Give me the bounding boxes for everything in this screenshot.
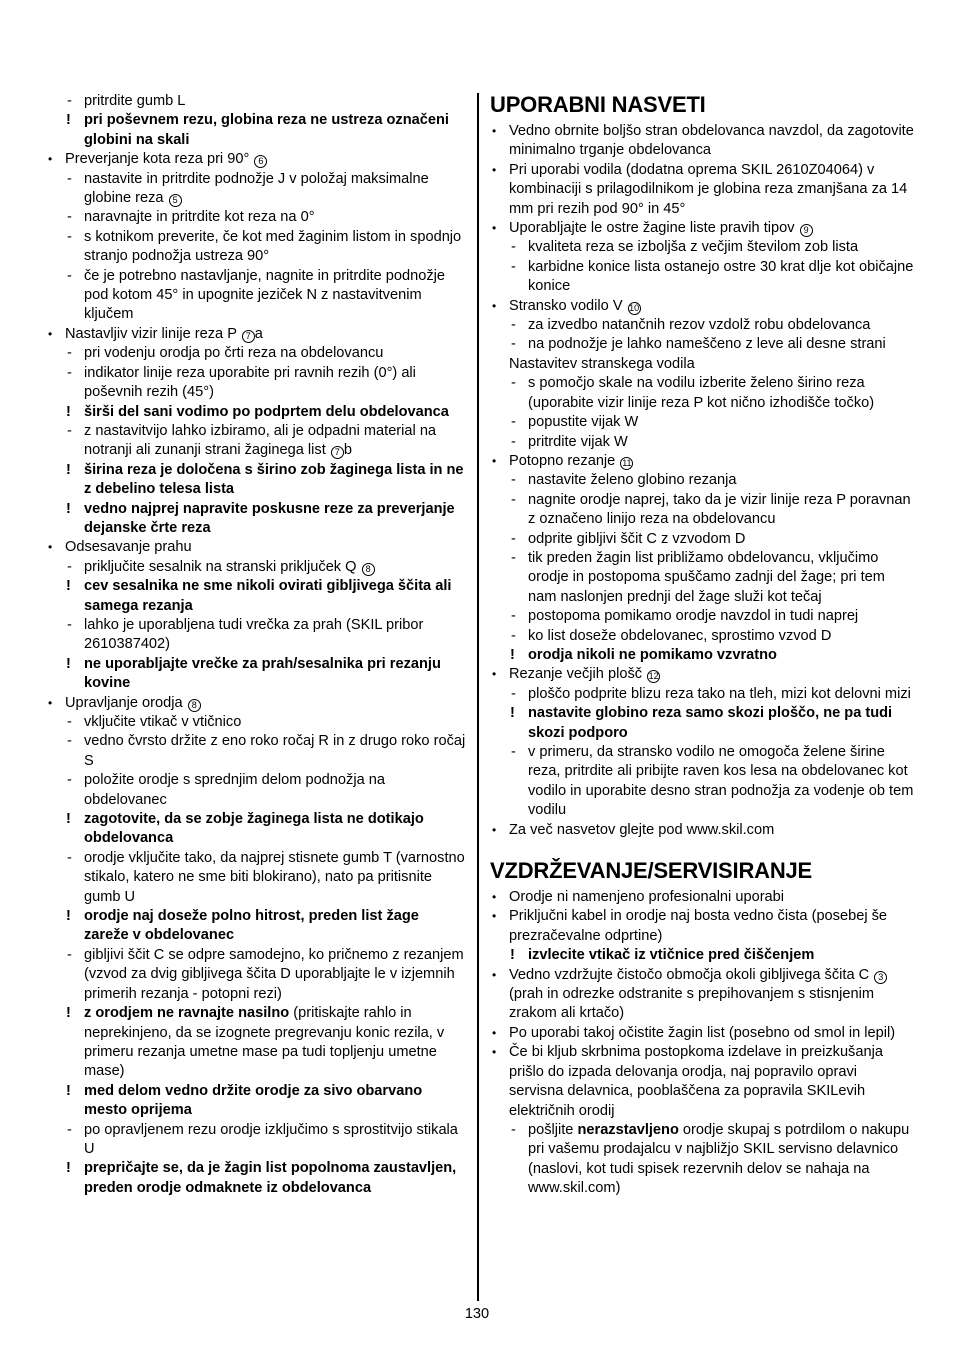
dash-marker: - — [67, 714, 72, 730]
dash-marker: - — [511, 258, 516, 275]
bullet-marker: • — [48, 152, 53, 167]
dash-marker: - — [67, 422, 72, 439]
list-item — [490, 219, 914, 238]
dash-marker: - — [67, 1121, 72, 1138]
bullet-marker: • — [492, 453, 497, 468]
item-text: položite orodje s sprednjim delom podnožja na obdelovanec — [84, 772, 385, 808]
item-text: Orodje ni namenjeno profesionalni uporabi — [509, 889, 785, 906]
sub-list-item — [490, 316, 914, 335]
item-text: (pritiskajte rahlo in neprekinjeno, da se izognete pregrevanju konic rezila, v primeru rezanja umetne mase pa tudi topljenju umetne mase) — [84, 1005, 445, 1080]
dash-marker: - — [67, 733, 72, 750]
warning-text: orodje naj doseže polno hitrost, preden list žage zareže v obdelovanec — [84, 908, 419, 944]
item-text: gibljivi ščit C se odpre samodejno, ko pričnemo z rezanjem (vzvod za dvig gibljivega ščita D uporabljajte le v izjemnih primerih rezanja - potopni rezi) — [84, 946, 464, 1002]
warning-text: širši del sani vodimo po podprtem delu obdelovanca — [84, 403, 449, 420]
list-item — [490, 1043, 914, 1121]
sub-list-item — [46, 616, 466, 655]
list-item — [490, 161, 914, 219]
sub-list-item — [46, 732, 466, 771]
item-text: s pomočjo skale na vodilu izberite želeno širino reza (uporabite vizir linije reza P kot nično izhodišče točko) — [528, 375, 875, 411]
item-text: karbidne konice lista ostanejo ostre 30 krat dlje kot običajne konice — [528, 258, 914, 295]
dash-marker: - — [511, 744, 516, 760]
warning-item — [490, 646, 914, 665]
warning-text: med delom vedno držite orodje za sivo obarvano mesto oprijema — [84, 1082, 423, 1119]
warning-text: širina reza je določena s širino zob žaginega lista in ne z debelino telesa lista — [84, 461, 464, 498]
item-text: tik preden žagin list približamo obdelovancu, vključimo orodje in postopoma spuščamo zadnji del žage; pri tem nam naslonjen prednji del žage služi kot tečaj — [528, 549, 885, 605]
sub-list-item — [46, 946, 466, 1004]
item-text: vedno čvrsto držite z eno roko ročaj R in z drugo roko ročaj S — [84, 733, 466, 769]
warning-icon: ! — [510, 705, 515, 722]
dash-marker: - — [511, 608, 516, 625]
item-text: za izvedbo natančnih rezov vzdolž robu obdelovanca — [528, 317, 871, 334]
sub-list-item — [46, 267, 466, 325]
item-text: odprite gibljivi ščit C z vzvodom D — [528, 530, 746, 547]
figure-reference-icon: 9 — [800, 224, 813, 237]
warning-item — [46, 1004, 466, 1082]
item-text: nastavite in pritrdite podnožje J v položaj maksimalne globine reza — [84, 170, 429, 207]
dash-marker: - — [511, 375, 516, 392]
list-item — [490, 665, 914, 684]
item-text: če je potrebno nastavljanje, nagnite in pritrdite podnožje pod kotom 45° in upognite jeziček N z nastavitvenim ključem — [84, 267, 446, 323]
warning-item — [46, 655, 466, 694]
sub-list-item — [46, 1121, 466, 1160]
item-text: Priključni kabel in orodje naj bosta vedno čista (posebej še prezračevalne odprtine) — [509, 908, 888, 944]
section-heading-tips: UPORABNI NASVETI — [490, 92, 706, 117]
list-item — [46, 325, 466, 344]
left-column — [46, 92, 466, 1198]
dash-marker: - — [67, 364, 72, 381]
list-item — [490, 122, 914, 161]
figure-reference-icon: 3 — [874, 971, 887, 984]
dash-marker: - — [511, 433, 516, 450]
warning-item — [46, 907, 466, 946]
section-heading-maintenance: VZDRŽEVANJE/SERVISIRANJE — [490, 858, 813, 884]
dash-marker: - — [67, 946, 72, 963]
sub-list-item — [46, 422, 466, 461]
bullet-marker: • — [492, 124, 497, 138]
warning-icon: ! — [66, 1005, 71, 1022]
list-item — [490, 821, 914, 840]
dash-marker: - — [67, 345, 72, 362]
warning-text: zagotovite, da se zobje žaginega lista ne dotikajo obdelovanca — [84, 811, 424, 847]
warning-item — [490, 704, 914, 743]
bullet-marker: • — [492, 162, 497, 177]
dash-marker: - — [67, 616, 72, 633]
emphasis-text: nerazstavljeno — [577, 1121, 679, 1138]
item-text: Če bi kljub skrbnima postopkoma izdelave in preizkušanja prišlo do izpada delovanja orodja, naj popravilo opravi servisna delavnica, pooblaščena za popravila SKILevih električnih orodij — [509, 1044, 883, 1119]
warning-text: pri poševnem rezu, globina reza ne ustreza označeni globini na skali — [84, 112, 449, 148]
item-text: Nastavitev stranskega vodila — [509, 355, 695, 372]
dash-marker: - — [511, 1121, 516, 1138]
item-text: Stransko vodilo V — [509, 297, 623, 314]
dash-marker: - — [67, 558, 72, 575]
bullet-marker: • — [492, 890, 497, 905]
sub-list-item — [490, 607, 914, 626]
dash-marker: - — [67, 772, 72, 789]
dash-marker: - — [511, 530, 516, 547]
figure-reference-icon: 10 — [629, 302, 640, 313]
warning-icon: ! — [66, 908, 71, 925]
figure-reference-icon: 7 — [331, 446, 344, 459]
figure-reference-icon: 11 — [622, 457, 632, 468]
warning-icon: ! — [66, 655, 71, 672]
sub-list-item — [490, 743, 914, 821]
list-item — [490, 907, 914, 946]
item-text: po opravljenem rezu orodje izključimo s sprostitvijo stikala U — [84, 1121, 458, 1157]
sub-list-item — [46, 771, 466, 810]
dash-marker: - — [511, 317, 516, 334]
item-text: Pri uporabi vodila (dodatna oprema SKIL 2610Z04064) v kombinaciji s prilagodilnikom je globina reza zmanjšana za 14 mm pri rezih pod 90° in 45° — [509, 161, 908, 217]
sub-list-item — [46, 208, 466, 227]
item-text: indikator linije reza uporabite pri ravnih rezih (0°) ali poševnih rezih (45°) — [84, 364, 416, 401]
bullet-marker: • — [492, 298, 497, 313]
dash-marker: - — [67, 267, 72, 284]
item-text: orodje vključite tako, da najprej stisnete gumb T (varnostno stikalo, katero ne sme biti blokirano), nato pa pritisnite gumb U — [84, 849, 465, 905]
warning-item — [46, 500, 466, 539]
sub-list-item — [490, 413, 914, 432]
item-text: Upravljanje orodja — [65, 694, 183, 711]
list-item — [46, 538, 466, 557]
sub-list-item — [490, 549, 914, 607]
warning-item — [46, 577, 466, 616]
item-text: kvaliteta reza se izboljša z večjim številom zob lista — [528, 239, 859, 256]
dash-marker: - — [67, 228, 72, 245]
dash-marker: - — [511, 627, 516, 644]
sub-list-item — [490, 433, 914, 452]
item-text: pošljite — [528, 1121, 578, 1138]
sub-list-item — [490, 258, 914, 297]
item-text: nagnite orodje naprej, tako da je vizir linije reza P poravnan z označeno linijo reza na obdelovancu — [528, 491, 911, 528]
item-text: Odsesavanje prahu — [65, 539, 192, 556]
dash-marker: - — [511, 239, 516, 256]
item-text: vključite vtikač v vtičnico — [84, 714, 242, 730]
item-text: Potopno rezanje — [509, 452, 616, 469]
item-text: Vedno vzdržujte čistočo območja okoli gibljivega ščita C — [509, 966, 870, 983]
item-text: Preverjanje kota reza pri 90° — [65, 151, 250, 168]
item-text: postopoma pomikamo orodje navzdol in tudi naprej — [528, 608, 859, 625]
item-text: lahko je uporabljena tudi vrečka za prah (SKIL pribor 2610387402) — [84, 616, 424, 653]
list-item — [490, 1024, 914, 1043]
warning-icon: ! — [510, 947, 515, 964]
warning-item — [46, 1159, 466, 1198]
dash-marker: - — [67, 93, 72, 109]
item-text: ploščo podprite blizu reza tako na tleh, mizi kot delovni mizi — [528, 685, 911, 702]
item-text: Po uporabi takoj očistite žagin list (posebno od smol in lepil) — [509, 1024, 896, 1041]
sub-list-item — [46, 228, 466, 267]
bullet-marker: • — [48, 326, 53, 341]
warning-icon: ! — [66, 1082, 71, 1099]
item-text: Za več nasvetov glejte pod www.skil.com — [509, 821, 775, 838]
item-text: priključite sesalnik na stranski priključek Q — [84, 558, 357, 575]
warning-icon: ! — [66, 403, 71, 420]
item-text: ko list doseže obdelovanec, sprostimo vzvod D — [528, 627, 832, 644]
list-item — [490, 888, 914, 907]
dash-marker: - — [511, 336, 516, 353]
bullet-marker: • — [492, 822, 497, 837]
warning-icon: ! — [66, 500, 71, 517]
item-text: v primeru, da stransko vodilo ne omogoča želene širine reza, pritrdite ali pribijte raven kos lesa na obdelovanec kot vodilo in uporabite desno stran podnožja za vodenje ob tem vodilu — [528, 744, 914, 819]
list-item — [46, 150, 466, 169]
bullet-marker: • — [48, 695, 53, 710]
bullet-marker: • — [48, 540, 53, 555]
item-text: Vedno obrnite boljšo stran obdelovanca navzdol, da zagotovite minimalno trganje obdelovanca — [509, 123, 914, 159]
dash-marker: - — [511, 472, 516, 489]
sub-list-item — [490, 1121, 914, 1199]
item-text: pritrdite vijak W — [528, 433, 628, 450]
figure-reference-icon: 7 — [242, 330, 255, 343]
item-text: orodje skupaj s potrdilom o nakupu pri vašemu prodajalcu v najbližjo SKIL servisno delavnico (naslovi, kot tudi spisek rezervnih delov se nahaja na www.skil.com) — [528, 1121, 910, 1197]
warning-text: vedno najprej napravite poskusne reze za preverjanje dejanske črte reza — [84, 500, 455, 536]
figure-reference-icon: 8 — [188, 699, 201, 712]
warning-icon: ! — [66, 112, 71, 129]
warning-item — [46, 1082, 466, 1121]
warning-item — [490, 946, 914, 965]
item-text: z nastavitvijo lahko izbiramo, ali je odpadni material na notranji ali zunanji strani žaginega list — [84, 422, 437, 459]
item-text: pritrdite gumb L — [84, 93, 186, 109]
warning-item — [46, 403, 466, 422]
sub-list-item — [490, 238, 914, 257]
list-item — [46, 694, 466, 713]
item-text: Uporabljajte le ostre žagine liste pravih tipov — [509, 220, 795, 237]
item-text: Rezanje večjih plošč — [509, 666, 643, 683]
sub-list-item — [46, 92, 466, 111]
bullet-marker: • — [492, 667, 497, 682]
bullet-marker: • — [492, 909, 497, 924]
tips-list — [490, 122, 914, 840]
warning-text: nastavite globino reza samo skozi ploščo, ne pa tudi skozi podporo — [528, 705, 893, 741]
dash-marker: - — [67, 849, 72, 866]
bullet-marker: • — [492, 967, 497, 982]
warning-item — [46, 111, 466, 150]
warning-item — [46, 810, 466, 849]
dash-marker: - — [67, 170, 72, 187]
sub-list-item — [490, 627, 914, 646]
sub-list-item — [490, 530, 914, 549]
dash-marker: - — [511, 414, 516, 431]
warning-icon: ! — [66, 811, 71, 828]
item-suffix: b — [343, 442, 352, 459]
sub-list-item — [490, 335, 914, 354]
sub-list-item — [490, 471, 914, 490]
figure-reference-icon: 8 — [362, 563, 375, 576]
dash-marker: - — [511, 491, 516, 508]
dash-marker: - — [511, 549, 516, 566]
sub-list-item — [46, 344, 466, 363]
figure-reference-icon: 6 — [254, 155, 267, 168]
sub-list-item — [46, 713, 466, 732]
sub-list-item — [490, 374, 914, 413]
warning-text: prepričajte se, da je žagin list popolnoma zaustavljen, preden orodje odmaknete iz obdelovanca — [84, 1160, 457, 1196]
warning-icon: ! — [66, 461, 71, 478]
item-suffix: (prah in odrezke odstranite s prepihovanjem s stisnjenim zrakom ali krtačo) — [509, 986, 875, 1022]
warning-icon: ! — [66, 1160, 71, 1177]
warning-text: z orodjem ne ravnajte nasilno — [84, 1005, 290, 1022]
item-text: s kotnikom preverite, če kot med žaginim listom in spodnjo stranjo podnožja ustreza 90° — [84, 228, 462, 265]
dash-marker: - — [67, 209, 72, 226]
item-text: Nastavljiv vizir linije reza P — [65, 325, 237, 342]
list-item — [490, 297, 914, 316]
bullet-marker: • — [492, 1045, 497, 1060]
sub-list-item — [490, 491, 914, 530]
warning-text: cev sesalnika ne sme nikoli ovirati gibljivega ščita ali samega rezanja — [84, 578, 452, 614]
sub-heading — [490, 355, 914, 374]
warning-icon: ! — [66, 578, 71, 595]
sub-list-item — [490, 685, 914, 704]
item-text: na podnožje je lahko nameščeno z leve ali desne strani — [528, 336, 886, 353]
bullet-marker: • — [492, 221, 497, 236]
list-item — [490, 452, 914, 471]
item-suffix: a — [254, 325, 263, 342]
sub-list-item — [46, 558, 466, 577]
figure-reference-icon: 5 — [169, 194, 182, 207]
warning-icon: ! — [510, 646, 515, 663]
warning-text: orodja nikoli ne pomikamo vzvratno — [528, 646, 777, 663]
sub-list-item — [46, 849, 466, 907]
maintenance-list — [490, 888, 914, 1199]
warning-text: ne uporabljajte vrečke za prah/sesalnika pri rezanju kovine — [84, 655, 441, 692]
item-text: nastavite želeno globino rezanja — [528, 472, 737, 489]
item-text: popustite vijak W — [528, 414, 639, 431]
item-text: naravnajte in pritrdite kot reza na 0° — [84, 209, 315, 226]
right-column — [490, 92, 914, 1199]
figure-reference-icon: 12 — [648, 671, 659, 682]
bullet-marker: • — [492, 1025, 497, 1040]
dash-marker: - — [511, 685, 516, 702]
page-number: 130 — [464, 1306, 490, 1322]
warning-text: izvlecite vtikač iz vtičnice pred čiščenjem — [528, 947, 815, 964]
sub-list-item — [46, 364, 466, 403]
item-text: pri vodenju orodja po črti reza na obdelovancu — [84, 345, 384, 362]
sub-list-item — [46, 170, 466, 209]
list-item — [490, 966, 914, 1024]
column-divider — [477, 93, 479, 1301]
warning-item — [46, 461, 466, 500]
